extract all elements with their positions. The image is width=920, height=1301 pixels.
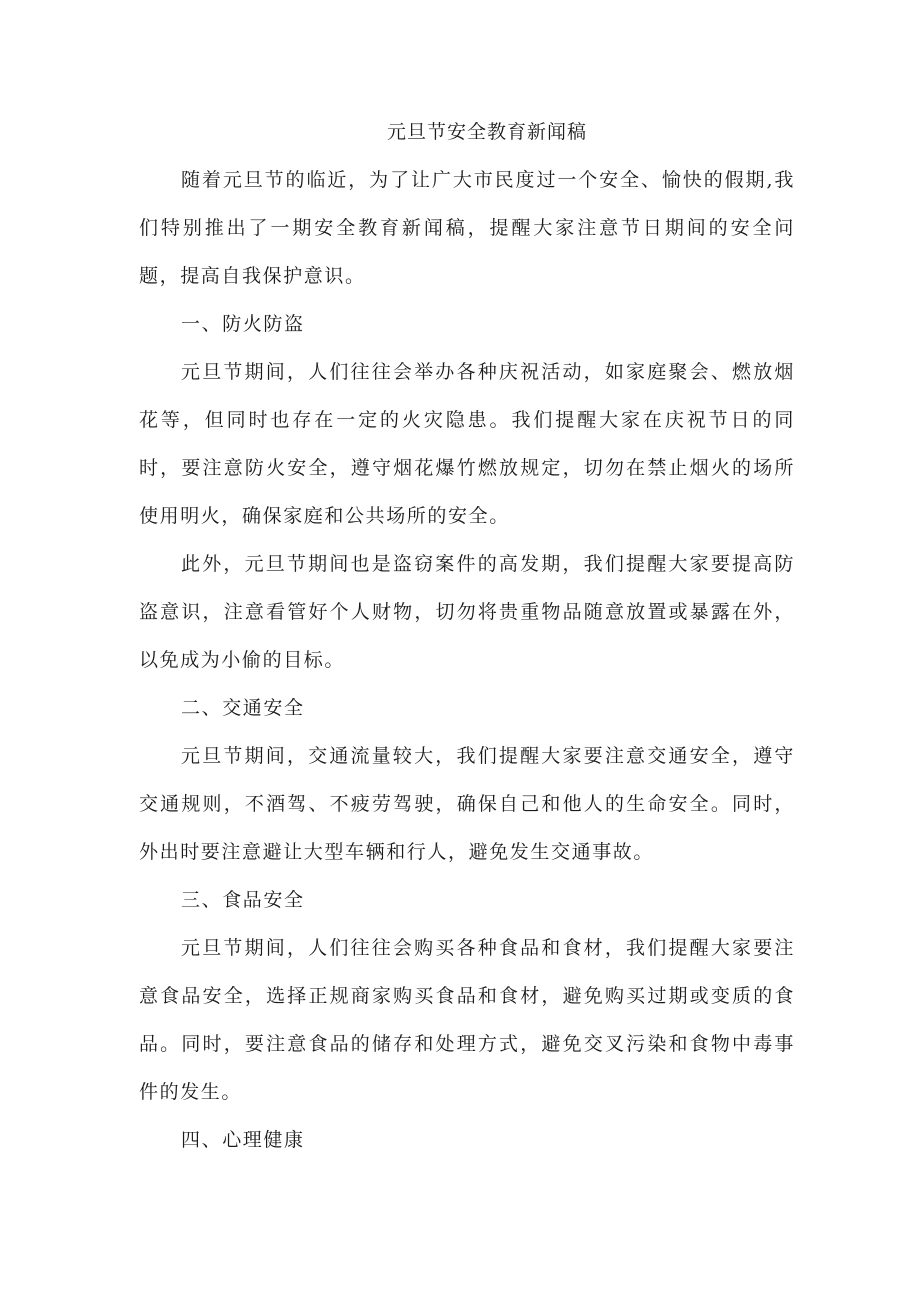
section-paragraph: 元旦节期间，人们往往会购买各种食品和食材，我们提醒大家要注意食品安全，选择正规商家购买食品和食材，避免购买过期或变质的食品。同时，要注意食品的储存和处理方式，避免交叉污染和食物中毒事件的发生。	[139, 937, 795, 1103]
section-paragraph: 元旦节期间，人们往往会举办各种庆祝活动，如家庭聚会、燃放烟花等，但同时也存在一定的火灾隐患。我们提醒大家在庆祝节日的同时，要注意防火安全，遵守烟花爆竹燃放规定，切勿在禁止烟火的场所使用明火，确保家庭和公共场所的安全。	[139, 361, 795, 527]
document-page	[139, 108, 795, 1164]
section-paragraph: 此外，元旦节期间也是盗窃案件的高发期，我们提醒大家要提高防盗意识，注意看管好个人财物，切勿将贵重物品随意放置或暴露在外，以免成为小偷的目标。	[139, 553, 795, 671]
intro-paragraph: 随着元旦节的临近，为了让广大市民度过一个安全、愉快的假期,我们特别推出了一期安全教育新闻稿，提醒大家注意节日期间的安全问题，提高自我保护意识。	[139, 169, 795, 287]
section-paragraph: 元旦节期间，交通流量较大，我们提醒大家要注意交通安全，遵守交通规则，不酒驾、不疲劳驾驶，确保自己和他人的生命安全。同时，外出时要注意避让大型车辆和行人，避免发生交通事故。	[139, 745, 795, 863]
section-heading-fire-theft: 一、防火防盗	[181, 313, 305, 335]
section-heading-traffic: 二、交通安全	[181, 697, 305, 719]
section-heading-food: 三、食品安全	[181, 889, 305, 911]
document-title: 元旦节安全教育新闻稿	[386, 121, 587, 143]
section-heading-mental-health: 四、心理健康	[181, 1129, 305, 1151]
